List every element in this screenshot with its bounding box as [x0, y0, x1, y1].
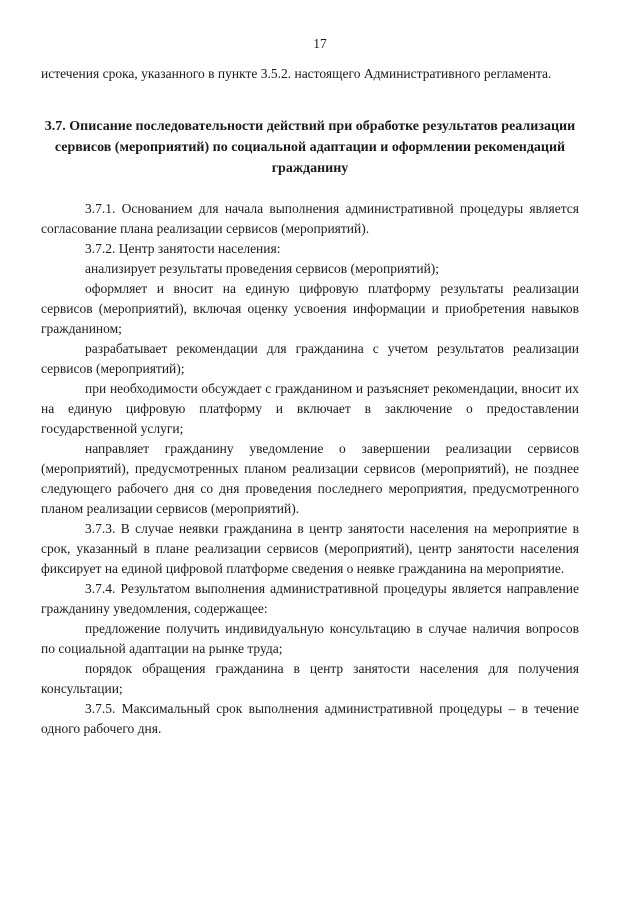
spacer — [41, 84, 579, 116]
paragraph-offer: предложение получить индивидуальную консультацию в случае наличия вопросов по социальной адаптации на рынке труда; — [41, 621, 579, 656]
intro-paragraph: истечения срока, указанного в пункте 3.5.2. настоящего Административного регламента. — [41, 66, 552, 81]
paragraph-discusses: при необходимости обсуждает с гражданином и разъясняет рекомендации, вносит их на единую цифровую платформу и включает в заключение о предоставлении государственной услуги; — [41, 381, 579, 436]
paragraph-registers: оформляет и вносит на единую цифровую платформу результаты реализации сервисов (мероприятий), включая оценку усвоения информации и приобретения навыков гражданином; — [41, 281, 579, 336]
paragraph-3-7-2: 3.7.2. Центр занятости населения: — [85, 241, 281, 256]
paragraph-3-7-5: 3.7.5. Максимальный срок выполнения административной процедуры – в течение одного рабочего дня. — [41, 701, 579, 736]
paragraph-develops: разрабатывает рекомендации для гражданина с учетом результатов реализации сервисов (мероприятий); — [41, 341, 579, 376]
document-body — [41, 64, 579, 739]
paragraph-3-7-3: 3.7.3. В случае неявки гражданина в центр занятости населения на мероприятие в срок, указанный в плане реализации сервисов (мероприятий), центр занятости населения фиксирует на единой цифровой платформе сведения о неявке гражданина на мероприятие. — [41, 521, 579, 576]
paragraph-3-7-4: 3.7.4. Результатом выполнения административной процедуры является направление гражданину уведомления, содержащее: — [41, 581, 579, 616]
paragraph-procedure: порядок обращения гражданина в центр занятости населения для получения консультации; — [41, 661, 579, 696]
paragraph-notifies: направляет гражданину уведомление о завершении реализации сервисов (мероприятий), предусмотренных планом реализации сервисов (мероприятий), не позднее следующего рабочего дня со дня проведения последнего мероприятия, предусмотренного планом реализации сервисов (мероприятий). — [41, 441, 579, 516]
section-heading: 3.7. Описание последовательности действий при обработке результатов реализации сервисов (мероприятий) по социальной адаптации и оформлении рекомендаций гражданину — [44, 119, 576, 176]
paragraph-analyzes: анализирует результаты проведения сервисов (мероприятий); — [85, 261, 440, 276]
paragraph-3-7-1: 3.7.1. Основанием для начала выполнения административной процедуры является согласование плана реализации сервисов (мероприятий). — [41, 201, 579, 236]
page-number: 17 — [313, 36, 327, 51]
spacer — [41, 179, 579, 199]
